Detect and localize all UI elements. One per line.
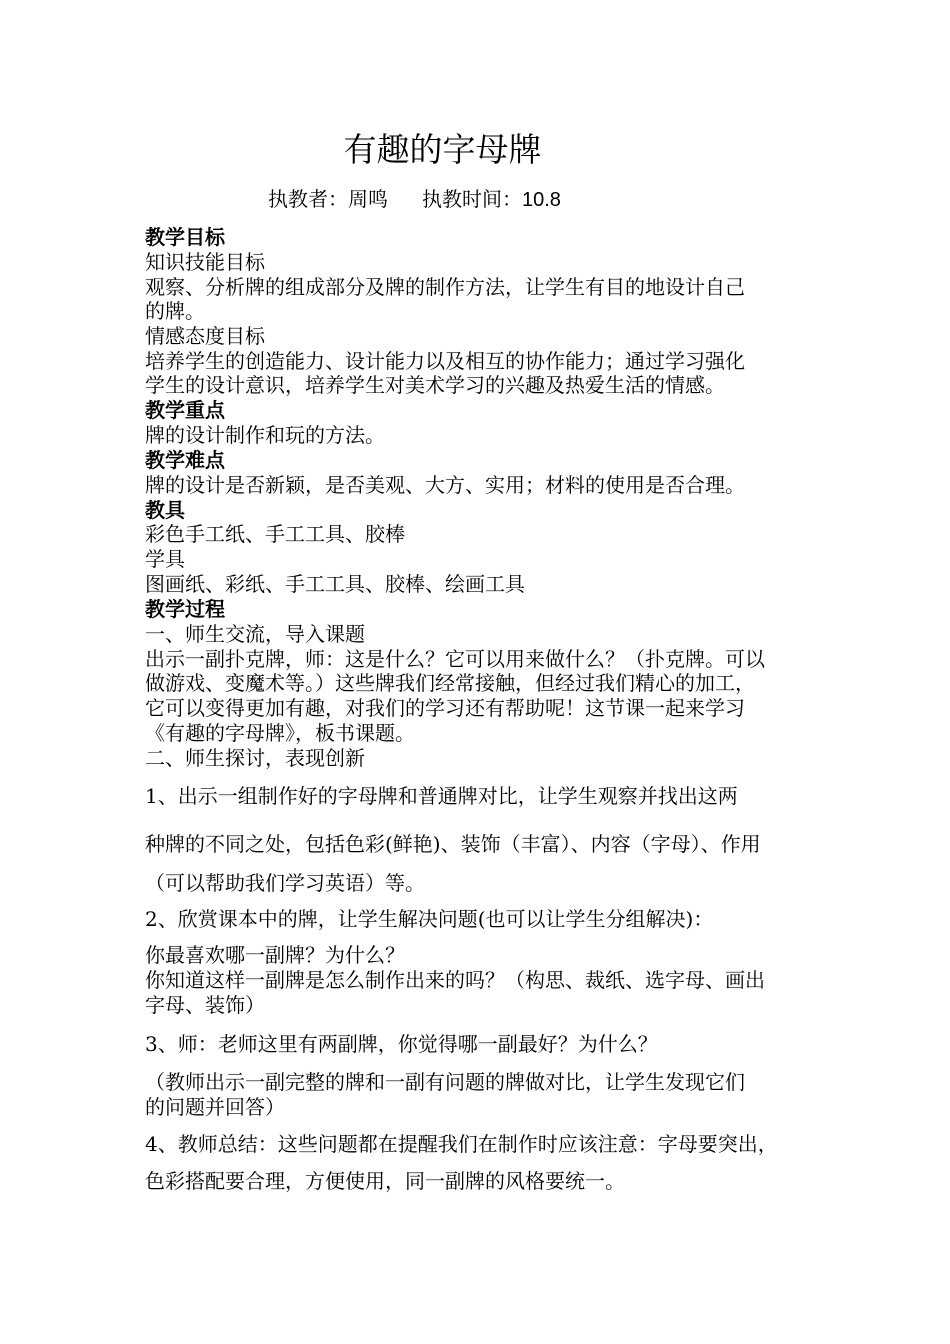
section-heading-1: 一、师生交流，导入课题 <box>145 622 365 646</box>
paragraph-line: 培养学生的创造能力、设计能力以及相互的协作能力；通过学习强化 <box>145 349 745 373</box>
paragraph-line: 观察、分析牌的组成部分及牌的制作方法，让学生有目的地设计自己 <box>145 275 745 299</box>
page-title: 有趣的字母牌 <box>343 130 542 169</box>
paragraph-line: 彩色手工纸、手工工具、胶棒 <box>145 522 405 546</box>
heading-key-points: 教学重点 <box>145 398 225 422</box>
paragraph-line: 字母、装饰） <box>145 993 265 1017</box>
heading-teaching-goals: 教学目标 <box>145 225 225 249</box>
paragraph-line: 《有趣的字母牌》，板书课题。 <box>145 721 415 745</box>
paragraph-line: 的问题并回答） <box>145 1095 285 1119</box>
list-item-4-cont: 色彩搭配要合理，方便使用，同一副牌的风格要统一。 <box>145 1169 625 1193</box>
paragraph-line: 的牌。 <box>145 299 205 323</box>
paragraph-line: 做游戏、变魔术等。）这些牌我们经常接触，但经过我们精心的加工， <box>145 671 755 695</box>
teacher-name: 周鸣 <box>348 187 388 211</box>
time-label: 执教时间： <box>422 187 522 211</box>
lesson-meta <box>268 184 561 215</box>
paragraph-line: 你知道这样一副牌是怎么制作出来的吗？（构思、裁纸、选字母、画出 <box>145 968 765 992</box>
list-item-1-cont: （可以帮助我们学习英语）等。 <box>145 871 425 895</box>
lesson-time: 10.8 <box>522 189 561 211</box>
heading-teaching-aids: 教具 <box>145 498 185 522</box>
paragraph-line: 出示一副扑克牌，师：这是什么？它可以用来做什么？（扑克牌。可以 <box>145 647 765 671</box>
subheading-student-tools: 学具 <box>145 547 185 571</box>
section-heading-2: 二、师生探讨，表现创新 <box>145 746 365 770</box>
list-item-1: 1、出示一组制作好的字母牌和普通牌对比，让学生观察并找出这两 <box>145 784 738 808</box>
heading-difficulties: 教学难点 <box>145 448 225 472</box>
paragraph-line: 图画纸、彩纸、手工工具、胶棒、绘画工具 <box>145 572 525 596</box>
paragraph-line: 学生的设计意识，培养学生对美术学习的兴趣及热爱生活的情感。 <box>145 373 725 397</box>
paragraph-line: 牌的设计是否新颖，是否美观、大方、实用；材料的使用是否合理。 <box>145 473 745 497</box>
teacher-label: 执教者： <box>268 187 348 211</box>
paragraph-line: 它可以变得更加有趣，对我们的学习还有帮助呢！这节课一起来学习 <box>145 696 745 720</box>
subheading-emotion-attitude: 情感态度目标 <box>145 324 265 348</box>
list-item-3: 3、师：老师这里有两副牌，你觉得哪一副最好？为什么？ <box>145 1032 658 1056</box>
list-item-4: 4、教师总结：这些问题都在提醒我们在制作时应该注意：字母要突出， <box>145 1132 778 1156</box>
paragraph-line: 你最喜欢哪一副牌？为什么？ <box>145 943 405 967</box>
paragraph-line: 牌的设计制作和玩的方法。 <box>145 423 385 447</box>
list-item-2: 2、欣赏课本中的牌，让学生解决问题(也可以让学生分组解决)： <box>145 907 714 931</box>
subheading-knowledge-skills: 知识技能目标 <box>145 250 265 274</box>
heading-teaching-process: 教学过程 <box>145 597 225 621</box>
paragraph-line: （教师出示一副完整的牌和一副有问题的牌做对比，让学生发现它们 <box>145 1070 745 1094</box>
list-item-1-cont: 种牌的不同之处，包括色彩(鲜艳)、装饰（丰富）、内容（字母）、作用 <box>145 832 761 856</box>
